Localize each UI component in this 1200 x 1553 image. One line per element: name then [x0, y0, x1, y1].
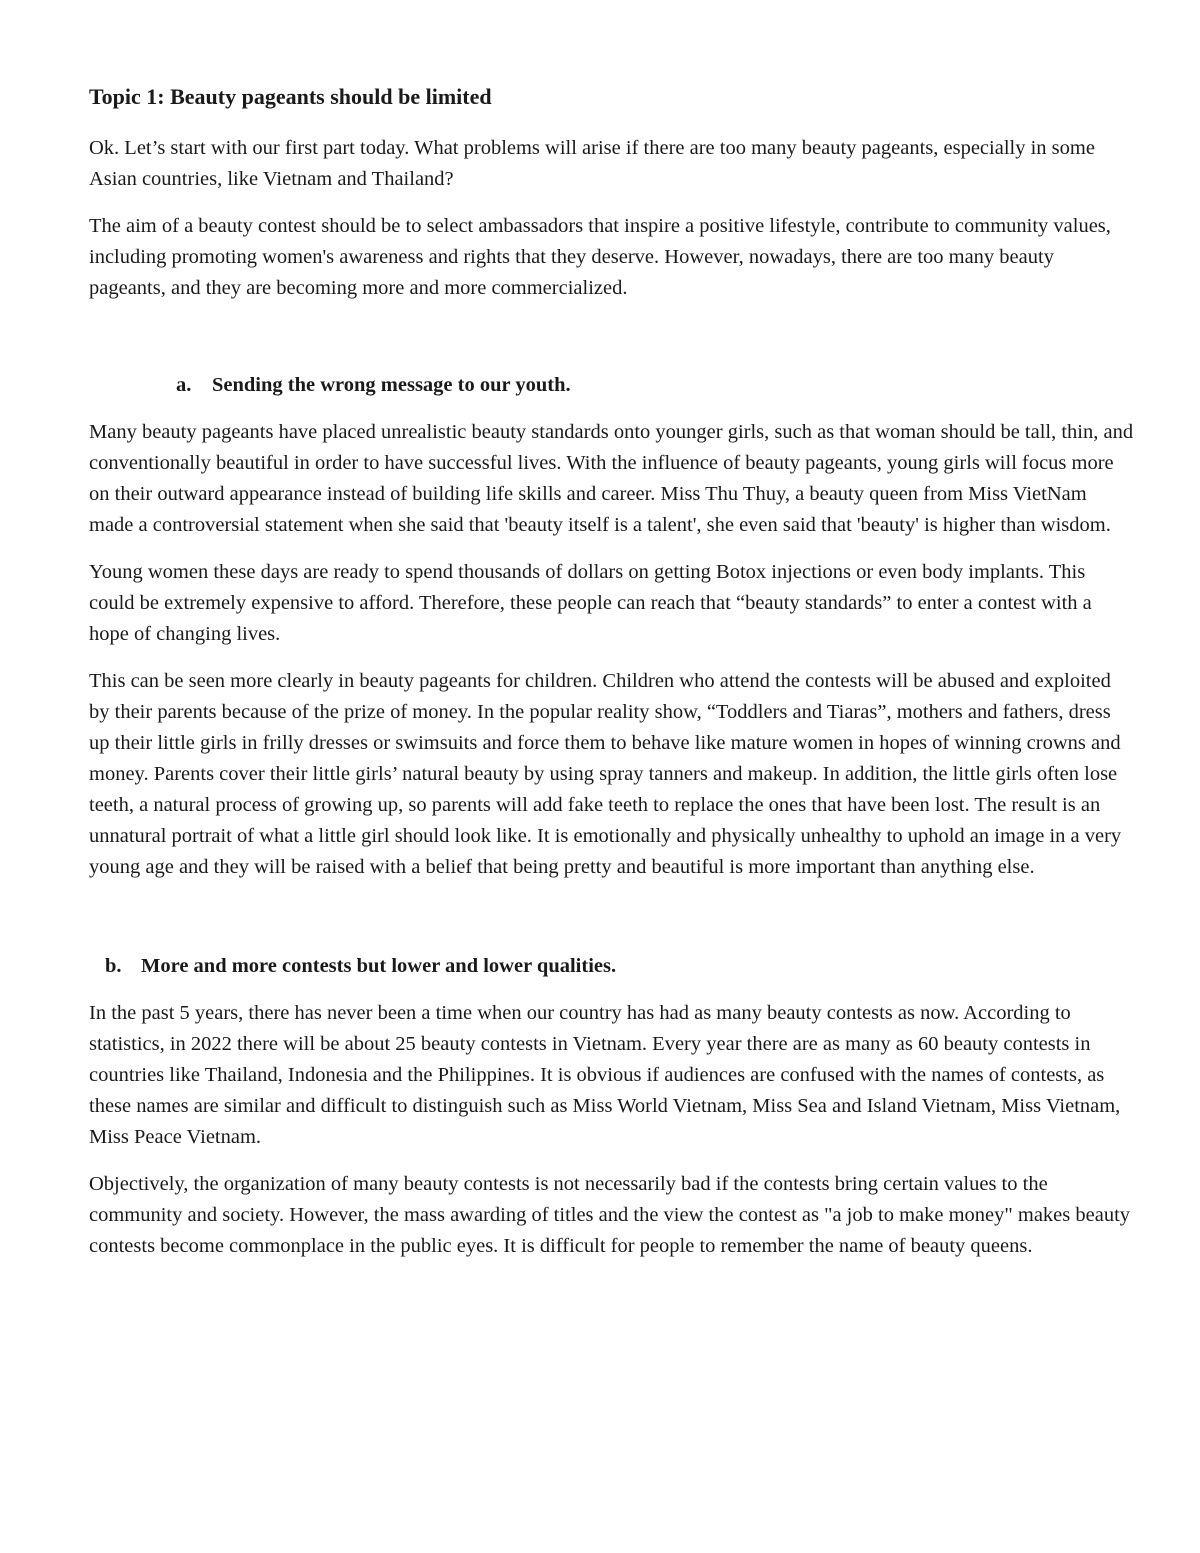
document-page	[89, 82, 1134, 1278]
section-a-paragraph: Many beauty pageants have placed unrealistic beauty standards onto younger girls, such as that woman should be tall, thin, and conventionally beautiful in order to have successful lives. With the influence of beauty pageants, young girls will focus more on their outward appearance instead of building life skills and career. Miss Thu Thuy, a beauty queen from Miss VietNam made a controversial statement when she said that 'beauty itself is a talent', she even said that 'beauty' is higher than wisdom.	[89, 421, 1134, 536]
section-a-paragraph: Young women these days are ready to spend thousands of dollars on getting Botox injections or even body implants. This could be extremely expensive to afford. Therefore, these people can reach that “beauty standards” to enter a contest with a hope of changing lives.	[89, 561, 1092, 645]
section-b-marker: b.	[105, 955, 122, 977]
section-a-paragraph: This can be seen more clearly in beauty pageants for children. Children who attend the contests will be abused and exploited by their parents because of the prize of money. In the popular reality show, “Toddlers and Tiaras”, mothers and fathers, dress up their little girls in frilly dresses or swimsuits and force them to behave like mature women in hopes of winning crowns and money. Parents cover their little girls’ natural beauty by using spray tanners and makeup. In addition, the little girls often lose teeth, a natural process of growing up, so parents will add fake teeth to replace the ones that have been lost. The result is an unnatural portrait of what a little girl should look like. It is emotionally and physically unhealthy to uphold an image in a very young age and they will be raised with a belief that being pretty and beautiful is more important than anything else.	[89, 670, 1122, 878]
intro-paragraph: Ok. Let’s start with our first part today. What problems will arise if there are too many beauty pageants, especially in some Asian countries, like Vietnam and Thailand?	[89, 137, 1095, 190]
section-a-marker: a.	[176, 374, 192, 396]
intro-paragraph: The aim of a beauty contest should be to select ambassadors that inspire a positive lifestyle, contribute to community values, including promoting women's awareness and rights that they deserve. However, nowadays, there are too many beauty pageants, and they are becoming more and more commercialized.	[89, 215, 1111, 299]
section-b-heading	[89, 951, 1134, 982]
section-a-heading	[89, 370, 1134, 401]
section-b-paragraph: In the past 5 years, there has never been a time when our country has had as many beauty contests as now. According to statistics, in 2022 there will be about 25 beauty contests in Vietnam. Every year there are as many as 60 beauty contests in countries like Thailand, Indonesia and the Philippines. It is obvious if audiences are confused with the names of contests, as these names are similar and difficult to distinguish such as Miss World Vietnam, Miss Sea and Island Vietnam, Miss Vietnam, Miss Peace Vietnam.	[89, 1002, 1121, 1148]
document-title: Topic 1: Beauty pageants should be limited	[89, 84, 492, 109]
section-b-paragraph: Objectively, the organization of many beauty contests is not necessarily bad if the contests bring certain values to the community and society. However, the mass awarding of titles and the view the contest as "a job to make money" makes beauty contests become commonplace in the public eyes. It is difficult for people to remember the name of beauty queens.	[89, 1173, 1131, 1257]
section-b-heading-text: More and more contests but lower and lower qualities.	[141, 955, 617, 977]
section-a-heading-text: Sending the wrong message to our youth.	[212, 374, 571, 396]
